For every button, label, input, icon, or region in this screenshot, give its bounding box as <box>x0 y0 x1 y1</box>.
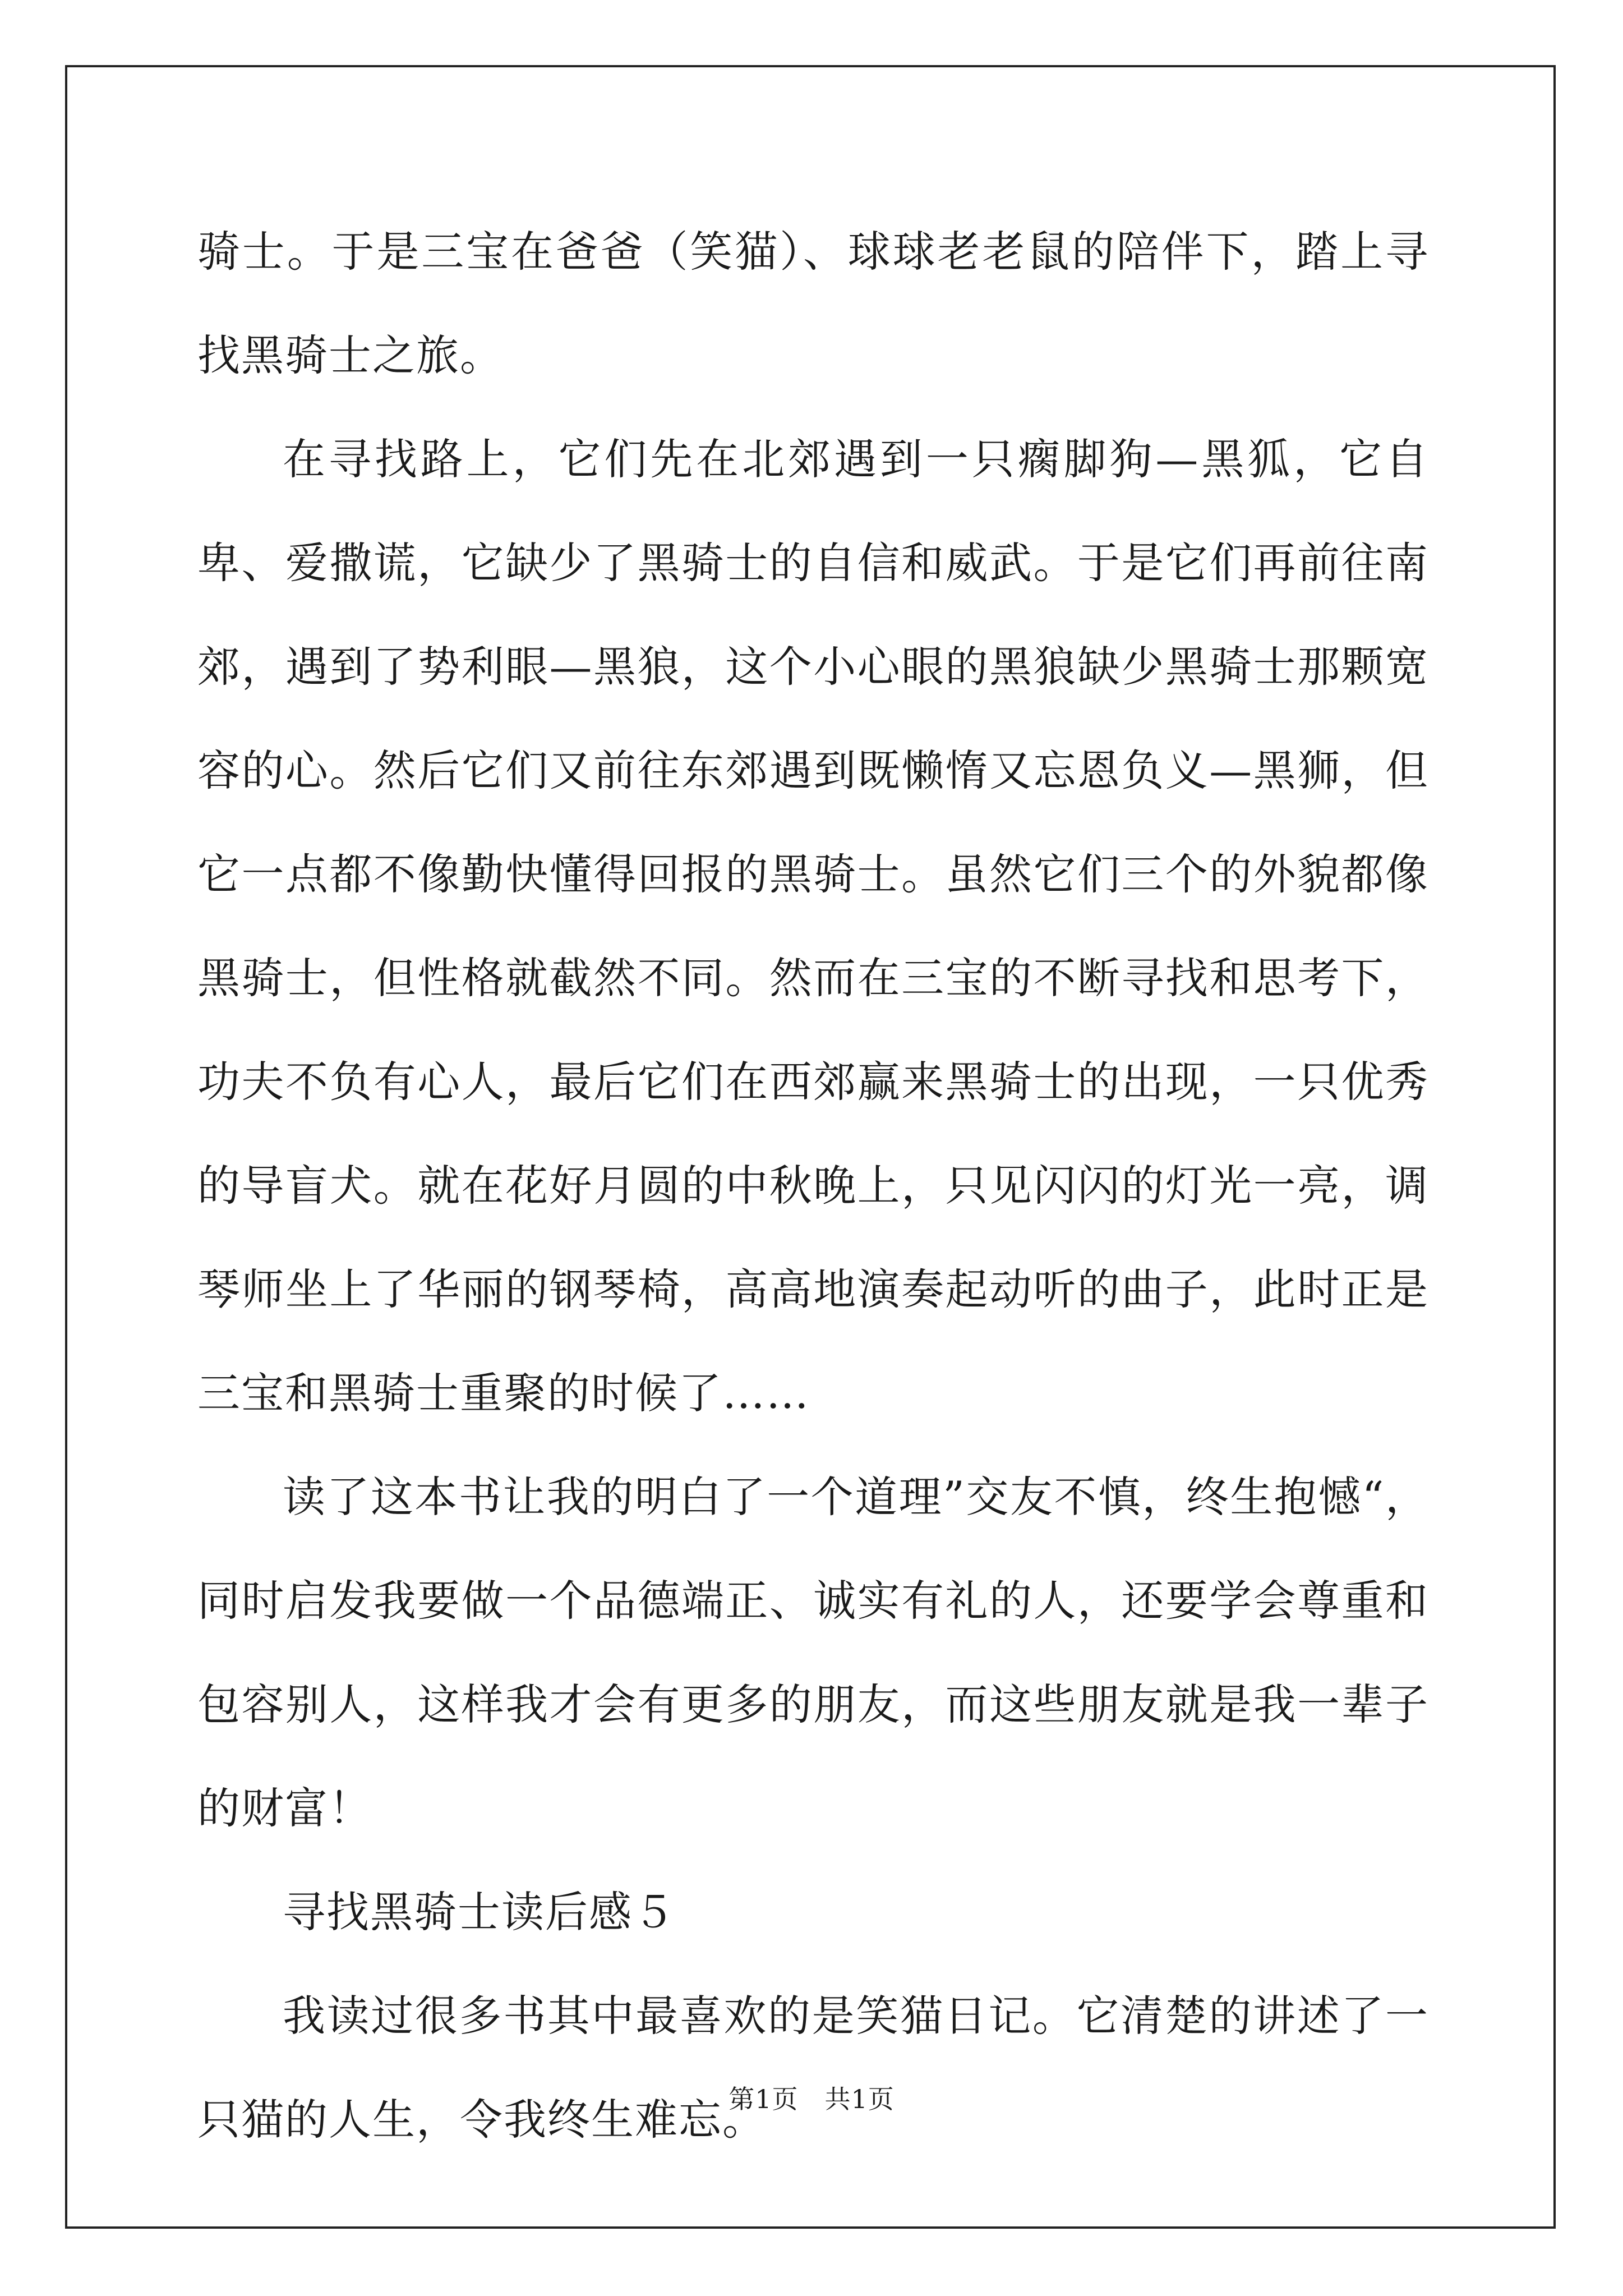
paragraph-journey: 在寻找路上，它们先在北郊遇到一只瘸脚狗—黑狐，它自卑、爱撒谎，它缺少了黑骑士的自信和威武。于是它们再前往南郊，遇到了势利眼—黑狼，这个小心眼的黑狼缺少黑骑士那颗宽容的心。然后它们又前往东郊遇到既懒惰又忘恩负义—黑狮，但它一点都不像勤快懂得回报的黑骑士。虽然它们三个的外貌都像黑骑士，但性格就截然不同。然而在三宝的不断寻找和思考下，功夫不负有心人，最后它们在西郊赢来黑骑士的出现，一只优秀的导盲犬。就在花好月圆的中秋晚上，只见闪闪的灯光一亮，调琴师坐上了华丽的钢琴椅，高高地演奏起动听的曲子，此时正是三宝和黑骑士重聚的时候了…… <box>197 434 1429 1418</box>
page-footer: 第1页 共1页 <box>728 2084 895 2114</box>
paragraph-continuation: 骑士。于是三宝在爸爸（笑猫）、球球老老鼠的陪伴下，踏上寻找黑骑士之旅。 <box>197 227 1429 380</box>
section-heading: 寻找黑骑士读后感５ <box>283 1887 676 1937</box>
paragraph-intro: 我读过很多书其中最喜欢的是笑猫日记。它清楚的讲述了一只猫的人生，令我终生难忘。 <box>197 1991 1429 2145</box>
document-body <box>197 200 1429 2171</box>
paragraph-lesson: 读了这本书让我的明白了一个道理”交友不慎，终生抱憾“，同时启发我要做一个品德端正、诚实有礼的人，还要学会尊重和包容别人，这样我才会有更多的朋友，而这些朋友就是我一辈子的财富！ <box>197 1472 1429 1833</box>
